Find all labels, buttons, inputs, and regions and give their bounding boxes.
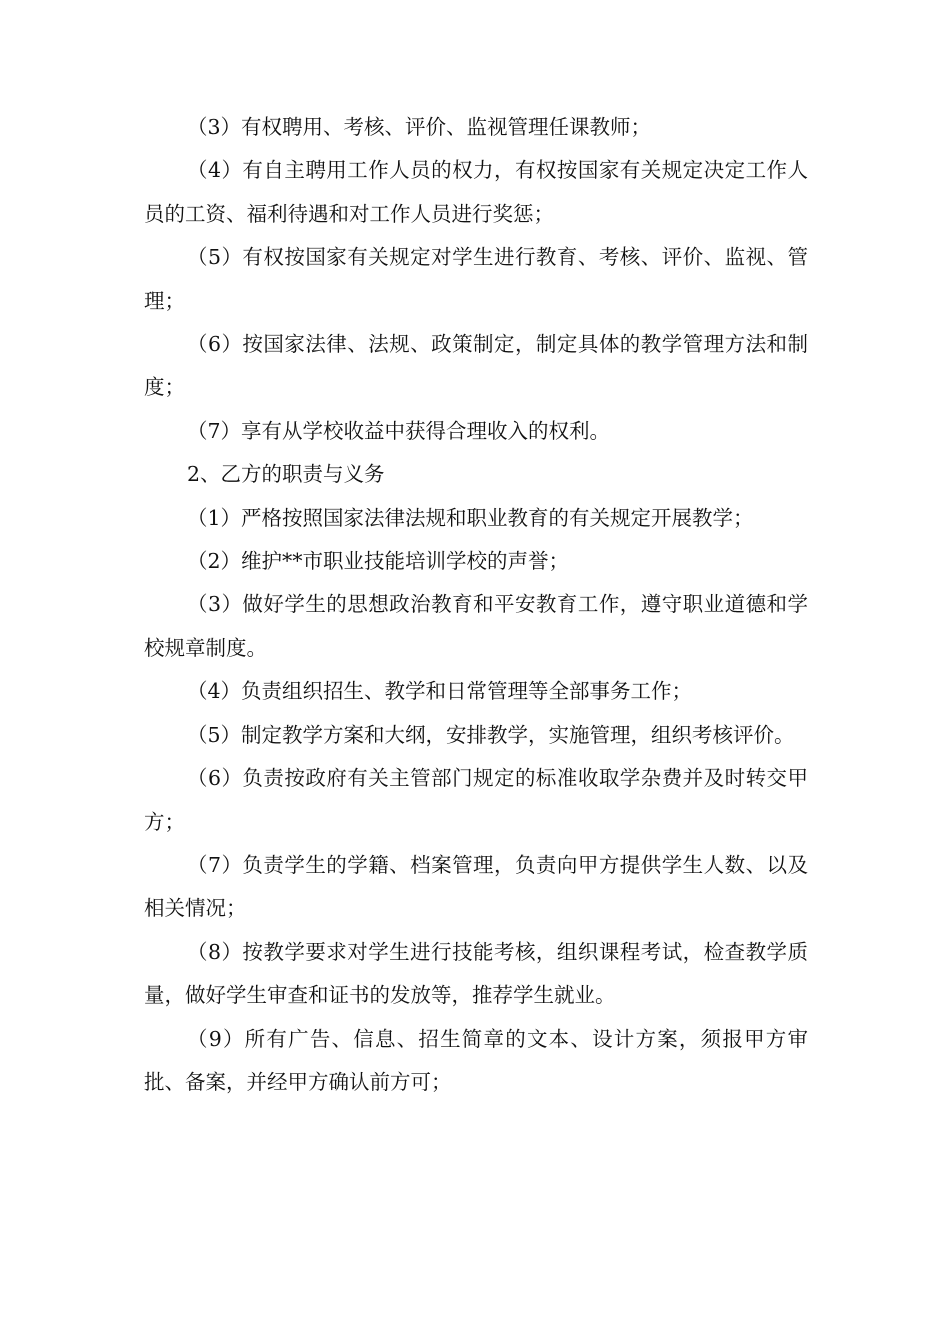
paragraph-item-5-right: （5）有权按国家有关规定对学生进行教育、考核、评价、监视、管理；: [144, 245, 808, 313]
paragraph-item-4-right: （4）有自主聘用工作人员的权力，有权按国家有关规定决定工作人员的工资、福利待遇和对工作人员进行奖惩；: [144, 158, 808, 226]
paragraph-duty-2: （2）维护**市职业技能培训学校的声誉；: [187, 549, 570, 574]
paragraph-item-6-right: （6）按国家法律、法规、政策制定，制定具体的教学管理方法和制度；: [144, 332, 808, 400]
section-heading: 2、乙方的职责与义务: [187, 462, 385, 487]
document-body: [144, 106, 808, 1104]
paragraph-duty-4: （4）负责组织招生、教学和日常管理等全部事务工作；: [187, 679, 693, 704]
paragraph-item-7-right: （7）享有从学校收益中获得合理收入的权利。: [187, 418, 611, 443]
paragraph-duty-8: （8）按教学要求对学生进行技能考核，组织课程考试，检查教学质量，做好学生审查和证书的发放等，推荐学生就业。: [144, 939, 808, 1008]
paragraph-duty-5: （5）制定教学方案和大纲，安排教学，实施管理，组织考核评价。: [187, 722, 795, 747]
paragraph-duty-7: （7）负责学生的学籍、档案管理，负责向甲方提供学生人数、以及相关情况；: [144, 852, 808, 921]
paragraph-item-3-right: （3）有权聘用、考核、评价、监视管理任课教师；: [187, 115, 652, 139]
paragraph-duty-3: （3）做好学生的思想政治教育和平安教育工作，遵守职业道德和学校规章制度。: [144, 592, 808, 660]
paragraph-duty-9: （9）所有广告、信息、招生简章的文本、设计方案，须报甲方审批、备案，并经甲方确认前方可；: [144, 1026, 808, 1094]
paragraph-duty-6: （6）负责按政府有关主管部门规定的标准收取学杂费并及时转交甲方；: [144, 766, 808, 834]
paragraph-duty-1: （1）严格按照国家法律法规和职业教育的有关规定开展教学；: [187, 505, 754, 530]
